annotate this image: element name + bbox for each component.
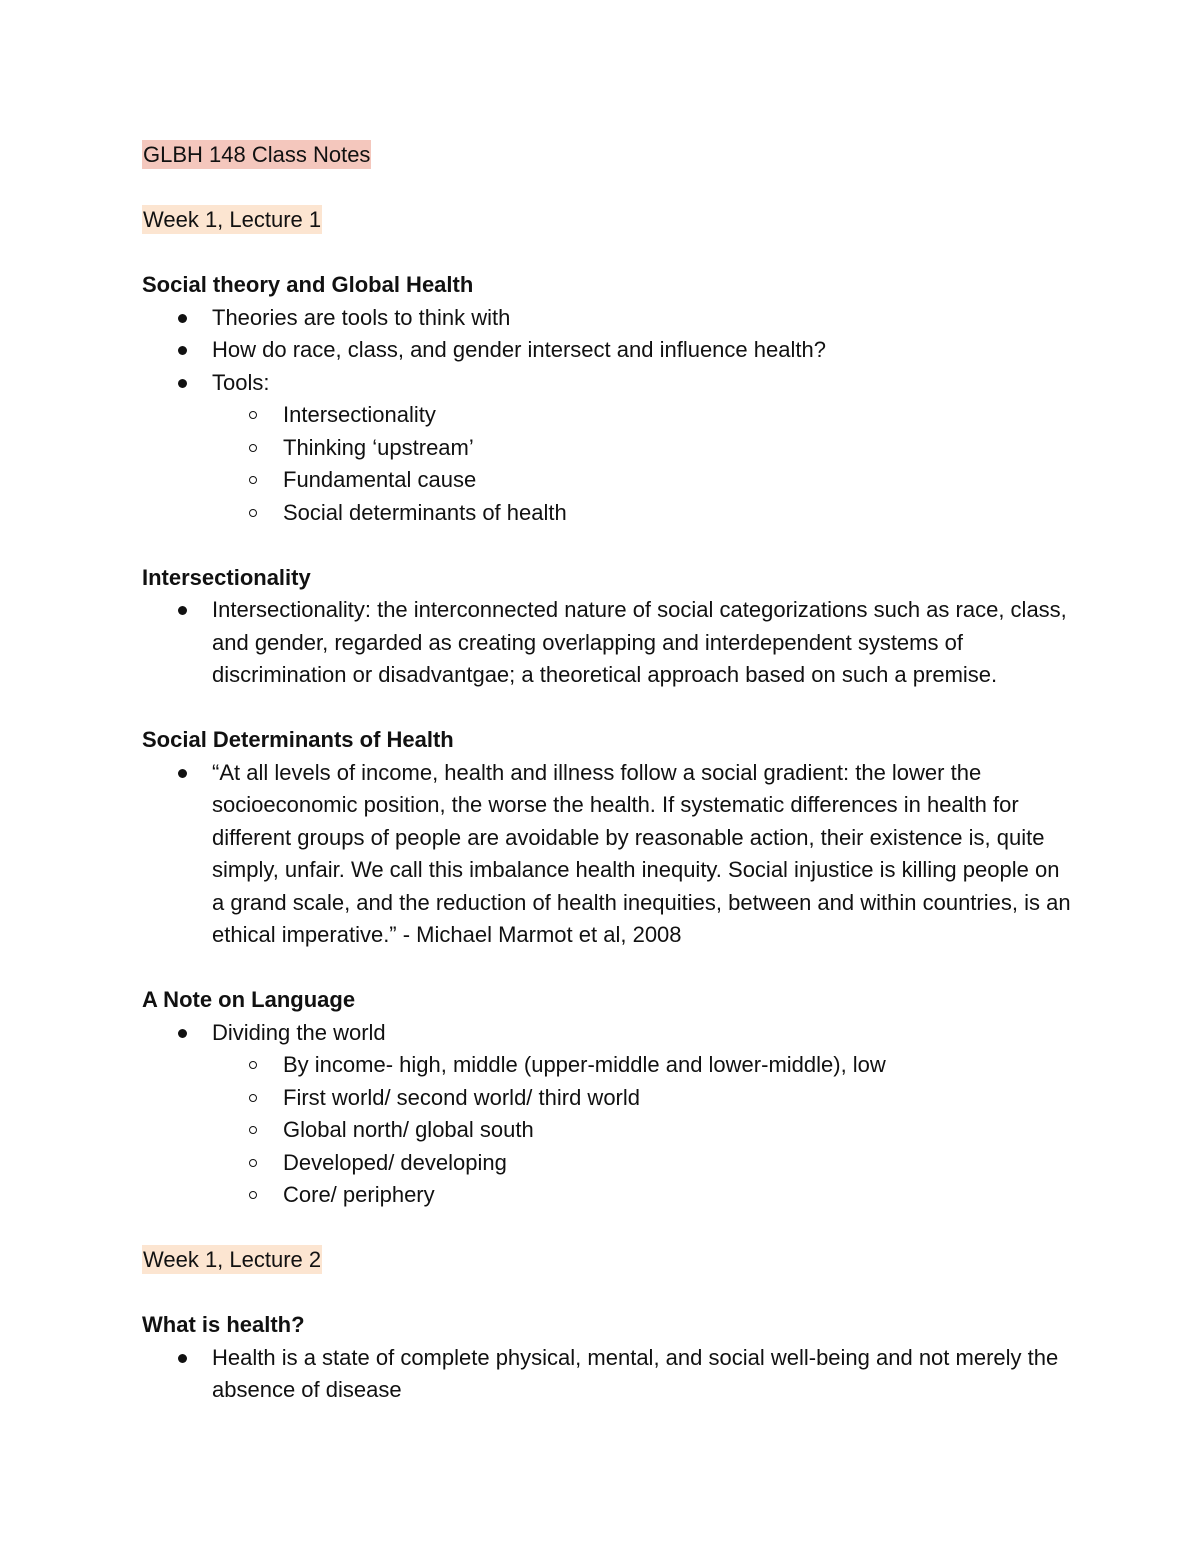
sub-list-item: Global north/ global south [283,1114,1072,1147]
bullet-icon [178,769,187,778]
hollow-bullet-icon [249,411,257,419]
list-item: Intersectionality: the interconnected nature of social categorizations such as race, class, and gender, regarded as creating overlapping and interdependent systems of discrimination or disadvantgae; a theoretical approach based on such a premise. [212,594,1072,692]
bullet-icon [178,346,187,355]
sub-list-item: Core/ periphery [283,1179,1072,1212]
hollow-bullet-icon [249,476,257,484]
list-item: “At all levels of income, health and illness follow a social gradient: the lower the socioeconomic position, the worse the health. If systematic differences in health for different groups of people are avoidable by reasonable action, their existence is, quite simply, unfair. We call this imbalance health inequity. Social injustice is killing people on a grand scale, and the reduction of health inequities, between and within countries, is an ethical imperative.” - Michael Marmot et al, 2008 [212,757,1072,952]
list-item: Health is a state of complete physical, mental, and social well-being and not merely the absence of disease [212,1342,1072,1407]
bullet-list [142,302,1072,530]
sub-list-item: By income- high, middle (upper-middle and lower-middle), low [283,1049,1072,1082]
sub-list-item: Social determinants of health [283,497,1072,530]
bullet-list [142,757,1072,952]
hollow-bullet-icon [249,509,257,517]
list-item: Dividing the world By income- high, middle (upper-middle and lower-middle), low First world/ second world/ third world Global north/ global south Developed/ developing Core/ periphery [212,1017,1072,1212]
hollow-bullet-icon [249,1094,257,1102]
bullet-icon [178,606,187,615]
sub-list-item: Developed/ developing [283,1147,1072,1180]
bullet-icon [178,379,187,388]
bullet-list [142,594,1072,692]
notes-page [142,139,1072,1407]
bullet-icon [178,314,187,323]
sub-bullet-list [212,1049,1072,1212]
document-title-line [142,139,1072,172]
week-heading: Week 1, Lecture 2 [143,1247,322,1272]
section-heading: What is health? [142,1312,305,1337]
section-heading: Social theory and Global Health [142,272,474,297]
document-title: GLBH 148 Class Notes [143,142,371,167]
hollow-bullet-icon [249,1191,257,1199]
sub-list-item: Fundamental cause [283,464,1072,497]
list-item: Theories are tools to think with [212,302,1072,335]
sub-bullet-list [212,399,1072,529]
list-item: Tools: Intersectionality Thinking ‘upstream’ Fundamental cause Social determinants of health [212,367,1072,530]
bullet-list [142,1017,1072,1212]
sub-list-item: Intersectionality [283,399,1072,432]
hollow-bullet-icon [249,1159,257,1167]
sub-list-item: Thinking ‘upstream’ [283,432,1072,465]
bullet-icon [178,1354,187,1363]
list-item: How do race, class, and gender intersect and influence health? [212,334,1072,367]
week-heading: Week 1, Lecture 1 [143,207,322,232]
sub-list-item: First world/ second world/ third world [283,1082,1072,1115]
week-heading-line [142,1244,1072,1277]
section-heading: A Note on Language [142,987,356,1012]
section-heading: Social Determinants of Health [142,727,454,752]
hollow-bullet-icon [249,444,257,452]
hollow-bullet-icon [249,1126,257,1134]
hollow-bullet-icon [249,1061,257,1069]
bullet-icon [178,1029,187,1038]
week-heading-line [142,204,1072,237]
bullet-list [142,1342,1072,1407]
section-heading: Intersectionality [142,564,311,590]
